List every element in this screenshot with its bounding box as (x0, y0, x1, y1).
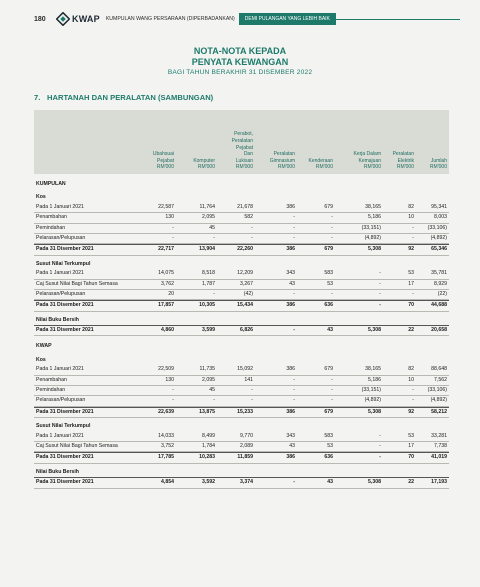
subheading-row (34, 193, 449, 202)
row-label: Nilai Buku Bersih (36, 468, 79, 475)
cell-value: 10,305 (199, 302, 215, 309)
cell-value: 386 (286, 203, 295, 210)
cell-value: - (379, 290, 381, 297)
cell-value: - (213, 234, 215, 241)
cell-value: 12,209 (237, 270, 253, 277)
table-row (34, 442, 449, 451)
cell-value: - (379, 302, 381, 309)
cell-value: 38,165 (365, 203, 381, 210)
column-header: Kenderaan RM'000 (308, 157, 333, 171)
cell-value: 13,875 (199, 408, 215, 415)
column-header: Jumlah RM'000 (429, 157, 447, 171)
cell-value: 43 (327, 479, 333, 486)
column-header: Komputer RM'000 (193, 157, 215, 171)
cell-value: 53 (408, 270, 414, 277)
table-row (34, 213, 449, 222)
cell-value: - (331, 290, 333, 297)
cell-value: 88,648 (431, 366, 447, 373)
cell-value: 45 (209, 224, 215, 231)
cell-value: 2,095 (202, 376, 215, 383)
cell-value: 17,857 (158, 302, 174, 309)
row-label: Pada 31 Disember 2021 (36, 302, 94, 309)
cell-value: 386 (286, 366, 295, 373)
cell-value: - (293, 214, 295, 221)
cell-value: 130 (165, 214, 174, 221)
row-label: Pemindahan (36, 387, 66, 394)
table-row (34, 396, 449, 405)
cell-value: - (379, 442, 381, 449)
cell-value: 386 (286, 454, 295, 461)
cell-value: 3,374 (240, 479, 253, 486)
cell-value: - (412, 224, 414, 231)
cell-value: (4,892) (364, 397, 381, 404)
cell-value: 70 (408, 454, 414, 461)
cell-value: - (251, 397, 253, 404)
cell-value: 82 (408, 203, 414, 210)
cell-value: - (293, 224, 295, 231)
cell-value: - (251, 234, 253, 241)
row-label: KUMPULAN (36, 181, 66, 187)
brand-logo (56, 12, 100, 26)
cell-value: 82 (408, 366, 414, 373)
cell-value: - (293, 290, 295, 297)
cell-value: 41,019 (431, 454, 447, 461)
table-row (34, 290, 449, 299)
cell-value: (42) (243, 290, 253, 297)
row-label: Pemindahan (36, 224, 66, 231)
column-header: Peralatan Elektrik RM'000 (392, 151, 414, 171)
subheading-row (34, 468, 449, 477)
cell-value: 15,434 (237, 302, 253, 309)
column-header: Peralatan Gimnasium RM'000 (269, 151, 295, 171)
cell-value: 5,308 (368, 408, 381, 415)
cell-value: - (293, 327, 295, 334)
subheading-row (34, 316, 449, 325)
cell-value: - (379, 432, 381, 439)
row-label: Susut Nilai Terkumpul (36, 260, 91, 267)
row-label: Pelarasan/Pelupusan (36, 397, 86, 404)
cell-value: - (412, 234, 414, 241)
cell-value: (33,151) (361, 387, 381, 394)
cell-value: - (412, 397, 414, 404)
row-label: Nilai Buku Bersih (36, 316, 79, 323)
cell-value: - (412, 290, 414, 297)
cell-value: - (331, 387, 333, 394)
cell-value: 9,770 (240, 432, 253, 439)
cell-value: 22,587 (158, 203, 174, 210)
cell-value: - (331, 234, 333, 241)
cell-value: 8,499 (202, 432, 215, 439)
total-row (34, 408, 449, 417)
cell-value: 386 (286, 246, 295, 253)
cell-value: - (293, 397, 295, 404)
cell-value: - (293, 234, 295, 241)
cell-value: 11,764 (199, 203, 215, 210)
cell-value: 679 (324, 203, 333, 210)
cell-value: 5,308 (368, 327, 381, 334)
cell-value: 20,658 (431, 327, 447, 334)
cell-value: - (331, 397, 333, 404)
row-label: Pada 1 Januari 2021 (36, 203, 84, 210)
cell-value: - (213, 290, 215, 297)
heading-row (34, 180, 449, 189)
cell-value: (4,892) (430, 234, 447, 241)
cell-value: - (251, 387, 253, 394)
cell-value: - (293, 376, 295, 383)
cell-value: 3,592 (202, 479, 215, 486)
cell-value: - (379, 270, 381, 277)
row-label: Caj Susut Nilai Bagi Tahun Semasa (36, 280, 118, 287)
cell-value: 92 (408, 246, 414, 253)
title-line-1: NOTA-NOTA KEPADA (193, 46, 287, 56)
table-row (34, 365, 449, 374)
section-number: 7. (34, 93, 41, 102)
cell-value: 43 (289, 280, 295, 287)
cell-value: 583 (324, 270, 333, 277)
row-label: Pada 1 Januari 2021 (36, 432, 84, 439)
cell-value: - (251, 224, 253, 231)
total-row (34, 326, 449, 335)
subheading-row (34, 422, 449, 431)
column-header: Perabot, Peralatan Pejabat Dan Lukisan RM'000 (231, 131, 253, 171)
cell-value: 15,233 (237, 408, 253, 415)
cell-value: 8,003 (434, 214, 447, 221)
table-row (34, 386, 449, 395)
section-title: HARTANAH DAN PERALATAN (SAMBUNGAN) (47, 93, 214, 102)
row-label: Pada 1 Januari 2021 (36, 270, 84, 277)
heading-row (34, 342, 449, 351)
cell-value: 17 (408, 442, 414, 449)
row-label: Pada 31 Disember 2021 (36, 327, 94, 334)
cell-value: - (379, 280, 381, 287)
row-label: Pada 31 Disember 2021 (36, 246, 94, 253)
cell-value: 5,186 (368, 376, 381, 383)
row-label: KWAP (36, 343, 52, 350)
cell-value: 11,859 (237, 454, 253, 461)
cell-value: (4,892) (430, 397, 447, 404)
table-row (34, 224, 449, 233)
cell-value: 33,281 (431, 432, 447, 439)
cell-value: 583 (324, 432, 333, 439)
fixed-assets-table (34, 110, 449, 489)
cell-value: (4,892) (364, 234, 381, 241)
cell-value: 43 (327, 327, 333, 334)
cell-value: 3,599 (202, 327, 215, 334)
header-rule (336, 19, 460, 20)
row-label: Pada 31 Disember 2021 (36, 479, 94, 486)
subheading-row (34, 260, 449, 269)
cell-value: 43 (289, 442, 295, 449)
table-row (34, 269, 449, 278)
row-label: Kos (36, 194, 46, 201)
column-header: Ubahsuai Pejabat RM'000 (152, 151, 174, 171)
cell-value: 22 (408, 327, 414, 334)
cell-value: 65,346 (431, 246, 447, 253)
cell-value: - (172, 387, 174, 394)
cell-value: 636 (324, 302, 333, 309)
cell-value: 1,784 (202, 442, 215, 449)
cell-value: 11,735 (199, 366, 215, 373)
cell-value: 141 (244, 376, 253, 383)
cell-value: - (331, 224, 333, 231)
cell-value: 58,212 (431, 408, 447, 415)
cell-value: 22,509 (158, 366, 174, 373)
cell-value: 679 (324, 366, 333, 373)
subheading-row (34, 356, 449, 365)
cell-value: 636 (324, 454, 333, 461)
table-header (34, 110, 449, 174)
cell-value: 6,826 (240, 327, 253, 334)
cell-value: 38,165 (365, 366, 381, 373)
cell-value: 22,260 (237, 246, 253, 253)
cell-value: 386 (286, 408, 295, 415)
title-subtitle: BAGI TAHUN BERAKHIR 31 DISEMBER 2022 (167, 69, 313, 76)
table-row (34, 432, 449, 441)
cell-value: 10,283 (199, 454, 215, 461)
page-header (34, 10, 460, 28)
table-row (34, 376, 449, 385)
cell-value: 8,929 (434, 280, 447, 287)
cell-value: 386 (286, 302, 295, 309)
table-row (34, 203, 449, 212)
cell-value: (22) (437, 290, 447, 297)
cell-value: 17,785 (158, 454, 174, 461)
cell-value: 20 (168, 290, 174, 297)
total-row (34, 301, 449, 310)
cell-value: 7,562 (434, 376, 447, 383)
cell-value: - (331, 376, 333, 383)
cell-value: - (379, 454, 381, 461)
row-divider (34, 488, 449, 489)
cell-value: 35,781 (431, 270, 447, 277)
cell-value: 3,762 (161, 280, 174, 287)
table-row (34, 234, 449, 243)
cell-value: 21,678 (237, 203, 253, 210)
row-label: Pelarasan/Pelupusan (36, 234, 86, 241)
cell-value: 4,854 (161, 479, 174, 486)
cell-value: 95,341 (431, 203, 447, 210)
section-heading (34, 93, 213, 102)
total-row (34, 245, 449, 254)
tagline-badge: DEMI PULANGAN YANG LEBIH BAIK (239, 13, 336, 25)
cell-value: 14,075 (158, 270, 174, 277)
table-row (34, 280, 449, 289)
cell-value: 1,787 (202, 280, 215, 287)
cell-value: 10 (408, 376, 414, 383)
cell-value: 130 (165, 376, 174, 383)
page-number: 180 (34, 15, 46, 23)
org-name: KUMPULAN WANG PERSARAAN (DIPERBADANKAN) (105, 16, 235, 22)
kwap-logo-icon (56, 12, 70, 26)
cell-value: 13,904 (199, 246, 215, 253)
cell-value: 17,193 (431, 479, 447, 486)
cell-value: 45 (209, 387, 215, 394)
cell-value: 22,717 (158, 246, 174, 253)
cell-value: 679 (324, 408, 333, 415)
cell-value: 7,738 (434, 442, 447, 449)
cell-value: 8,518 (202, 270, 215, 277)
cell-value: 2,089 (240, 442, 253, 449)
cell-value: - (172, 224, 174, 231)
cell-value: 343 (286, 432, 295, 439)
cell-value: (33,151) (361, 224, 381, 231)
row-label: Susut Nilai Terkumpul (36, 423, 91, 430)
table-body (34, 174, 449, 489)
cell-value: 5,186 (368, 214, 381, 221)
cell-value: 70 (408, 302, 414, 309)
cell-value: 22,639 (158, 408, 174, 415)
cell-value: 3,267 (240, 280, 253, 287)
cell-value: 679 (324, 246, 333, 253)
cell-value: 22 (408, 479, 414, 486)
cell-value: - (412, 387, 414, 394)
cell-value: 14,033 (158, 432, 174, 439)
cell-value: 5,308 (368, 246, 381, 253)
row-label: Caj Susut Nilai Bagi Tahun Semasa (36, 442, 118, 449)
cell-value: 2,095 (202, 214, 215, 221)
cell-value: 53 (327, 442, 333, 449)
cell-value: 53 (327, 280, 333, 287)
row-label: Penambahan (36, 376, 67, 383)
row-label: Kos (36, 356, 46, 363)
cell-value: 53 (408, 432, 414, 439)
total-row (34, 478, 449, 487)
row-label: Pada 31 Disember 2021 (36, 408, 94, 415)
cell-value: (33,106) (427, 224, 447, 231)
row-label: Pada 1 Januari 2021 (36, 366, 84, 373)
cell-value: - (172, 234, 174, 241)
total-row (34, 453, 449, 462)
cell-value: 92 (408, 408, 414, 415)
cell-value: 343 (286, 270, 295, 277)
cell-value: - (172, 397, 174, 404)
row-label: Pada 31 Disember 2021 (36, 454, 94, 461)
cell-value: 582 (244, 214, 253, 221)
row-label: Pelarasan/Pelupusan (36, 290, 86, 297)
cell-value: 17 (408, 280, 414, 287)
cell-value: - (213, 397, 215, 404)
cell-value: 44,688 (431, 302, 447, 309)
row-label: Penambahan (36, 214, 67, 221)
cell-value: - (293, 479, 295, 486)
brand-name: KWAP (72, 14, 100, 24)
cell-value: (33,106) (427, 387, 447, 394)
cell-value: - (293, 387, 295, 394)
page-title (0, 46, 480, 76)
cell-value: 15,092 (237, 366, 253, 373)
cell-value: 4,860 (161, 327, 174, 334)
cell-value: - (331, 214, 333, 221)
title-line-2: PENYATA KEWANGAN (191, 56, 289, 67)
cell-value: 3,752 (161, 442, 174, 449)
cell-value: 5,308 (368, 479, 381, 486)
column-header: Kerja Dalam Kemajuan RM'000 (353, 151, 381, 171)
cell-value: 10 (408, 214, 414, 221)
